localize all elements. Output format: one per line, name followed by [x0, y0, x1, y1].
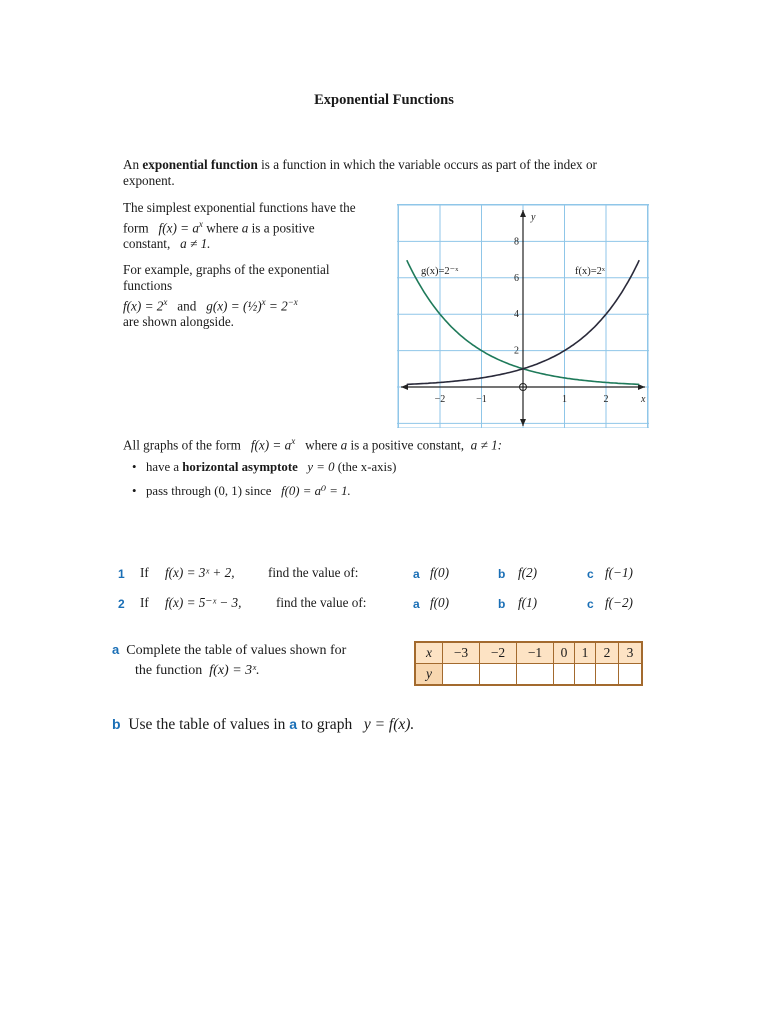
- table-head-y: y: [415, 664, 443, 686]
- table-cell-empty[interactable]: [554, 664, 575, 686]
- page-title: Exponential Functions: [314, 92, 454, 108]
- y-tick-label: 6: [514, 272, 519, 284]
- table-head-x: x: [415, 642, 443, 664]
- table-cell: −3: [443, 642, 480, 664]
- table-cell: 1: [575, 642, 596, 664]
- series-label-f: f(x)=2ˣ: [575, 266, 605, 277]
- series-label-g: g(x)=2⁻ˣ: [421, 266, 459, 277]
- table-cell-empty[interactable]: [596, 664, 619, 686]
- table-cell-empty[interactable]: [443, 664, 480, 686]
- x-tick-label: 2: [603, 394, 609, 405]
- intro-paragraph: An exponential function is a function in which the variable occurs as part of the index or exponent.: [123, 157, 597, 188]
- table-row-x: [415, 642, 642, 664]
- intro-term: exponential function: [142, 157, 258, 172]
- x-tick-label: −1: [476, 394, 487, 405]
- x-axis-label: x: [641, 394, 646, 405]
- definition-paragraph: The simplest exponential functions have the form $f(x) = a^x$ where a is a positive constant, a ≠ 1.: [123, 200, 356, 252]
- table-cell-empty[interactable]: [517, 664, 554, 686]
- x-tick-label: −2: [434, 394, 446, 405]
- table-cell-empty[interactable]: [619, 664, 643, 686]
- y-axis-label: y: [531, 212, 536, 223]
- table-cell: −2: [480, 642, 517, 664]
- table-row-y: [415, 664, 642, 686]
- table-cell-empty[interactable]: [480, 664, 517, 686]
- bullet-asymptote: • have a horizontal asymptote y = 0 (the x-axis): [132, 460, 397, 474]
- x-tick-label: 1: [562, 394, 567, 405]
- rule-statement: All graphs of the form $f(x) = a^x$ where a is a positive constant, a ≠ 1:: [123, 436, 503, 453]
- table-cell: 2: [596, 642, 619, 664]
- table-cell: 3: [619, 642, 643, 664]
- table-cell: −1: [517, 642, 554, 664]
- y-tick-label: 8: [514, 236, 519, 248]
- part-a-instruction: a Complete the table of values shown for the function f(x) = 3ˣ.: [112, 642, 347, 678]
- part-b-instruction: b Use the table of values in a to graph y = f(x).: [112, 716, 415, 733]
- table-cell: 0: [554, 642, 575, 664]
- exponential-graph: [397, 204, 649, 428]
- y-tick-label: 4: [514, 309, 519, 321]
- y-tick-label: 2: [514, 345, 519, 357]
- table-cell-empty[interactable]: [575, 664, 596, 686]
- example-paragraph: For example, graphs of the exponential functions $f(x) = 2^x$ and g(x) = (½)$^x$ = $2^{-x}$ are shown alongside.: [123, 262, 330, 330]
- bullet-intercept: • pass through (0, 1) since f(0) = a⁰ = 1.: [132, 484, 351, 498]
- values-table: [414, 641, 643, 686]
